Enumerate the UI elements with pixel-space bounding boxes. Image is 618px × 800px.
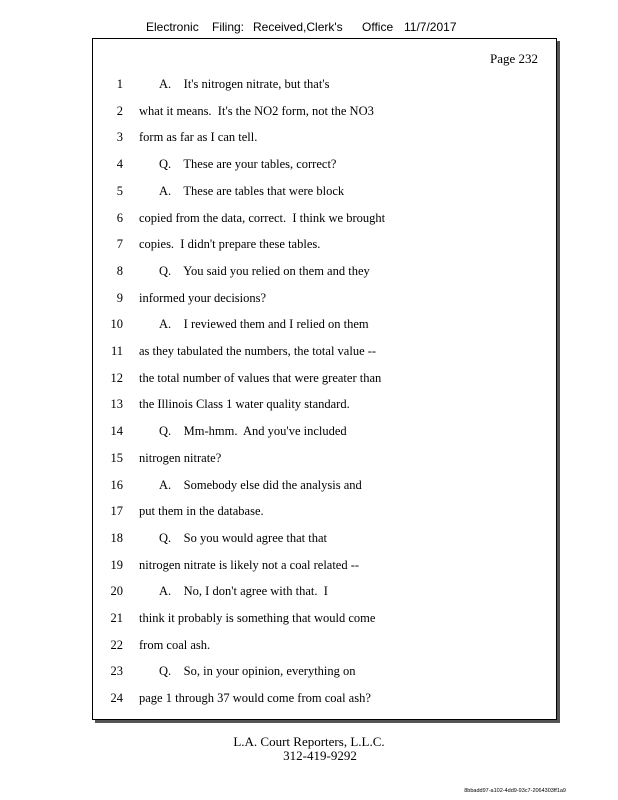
line-text: what it means. It's the NO2 form, not the NO3 [139, 103, 374, 118]
filing-stamp-word-received: Received,Clerk's [253, 20, 343, 34]
line-number: 16 [110, 477, 123, 492]
line-text: the Illinois Class 1 water quality standard. [139, 397, 350, 412]
transcript-line [93, 424, 556, 444]
transcript-line [93, 504, 556, 524]
line-number: 13 [110, 397, 123, 412]
line-text: copied from the data, correct. I think we brought [139, 210, 386, 225]
line-number: 11 [110, 344, 123, 358]
transcript-line [93, 638, 556, 658]
line-number: 18 [110, 530, 123, 545]
line-text: nitrogen nitrate is likely not a coal related -- [139, 557, 360, 572]
line-text: A. No, I don't agree with that. I [159, 584, 328, 599]
transcript-line [93, 531, 556, 551]
transcript-line [93, 397, 556, 417]
line-number: 14 [110, 424, 123, 439]
filing-stamp-word-filing: Filing: [212, 20, 245, 34]
transcript-line [93, 77, 556, 97]
line-text: copies. I didn't prepare these tables. [139, 237, 321, 252]
line-number: 4 [116, 157, 123, 172]
court-reporter-name: L.A. Court Reporters, L.L.C. [233, 734, 385, 749]
transcript-page [92, 38, 557, 720]
line-number: 2 [116, 103, 123, 118]
line-number: 19 [110, 557, 123, 572]
line-text: as they tabulated the numbers, the total value -- [139, 344, 377, 358]
line-number: 7 [116, 237, 123, 252]
document-hash: 8bbadd97-a102-4dd9-93c7-2064303ff1a9 [464, 788, 566, 794]
transcript-line [93, 237, 556, 257]
transcript-line [93, 130, 556, 150]
line-text: A. I reviewed them and I relied on them [159, 317, 369, 332]
line-text: informed your decisions? [139, 290, 267, 305]
line-text: from coal ash. [139, 637, 211, 652]
filing-stamp-date: 11/7/2017 [404, 20, 457, 34]
line-number: 8 [116, 263, 123, 278]
line-text: Q. You said you relied on them and they [159, 263, 370, 278]
filing-stamp-word-office: Office [362, 20, 394, 34]
line-number: 15 [110, 450, 123, 465]
transcript-line [93, 478, 556, 498]
transcript-line [93, 664, 556, 684]
line-text: Q. So, in your opinion, everything on [159, 664, 356, 679]
page-number: Page 232 [489, 51, 538, 66]
line-text: put them in the database. [139, 504, 264, 519]
line-text: think it probably is something that would come [139, 611, 376, 625]
line-number: 17 [110, 504, 123, 519]
transcript-line [93, 157, 556, 177]
transcript-line [93, 264, 556, 284]
line-text: A. Somebody else did the analysis and [159, 477, 362, 492]
transcript-line [93, 611, 556, 631]
transcript-line [93, 451, 556, 471]
line-number: 12 [110, 370, 123, 385]
transcript-line [93, 558, 556, 578]
line-text: A. It's nitrogen nitrate, but that's [159, 77, 330, 91]
transcript-line [93, 104, 556, 124]
line-text: A. These are tables that were block [159, 183, 345, 198]
line-number: 22 [110, 637, 123, 652]
transcript-line [93, 317, 556, 337]
line-number: 6 [116, 210, 123, 225]
line-text: Q. These are your tables, correct? [159, 157, 337, 172]
line-number: 1 [116, 77, 123, 91]
line-number: 24 [110, 691, 123, 706]
line-text: the total number of values that were greater than [139, 370, 382, 385]
transcript-line [93, 344, 556, 364]
line-number: 20 [110, 584, 123, 599]
line-number: 5 [116, 183, 123, 198]
line-text: nitrogen nitrate? [139, 450, 222, 465]
court-reporter-phone: 312-419-9292 [283, 748, 357, 763]
line-number: 9 [116, 290, 123, 305]
transcript-line [93, 371, 556, 391]
transcript-line [93, 691, 556, 711]
transcript-line [93, 584, 556, 604]
transcript-line [93, 291, 556, 311]
line-text: Q. Mm-hmm. And you've included [159, 424, 347, 439]
filing-stamp-word-electronic: Electronic [146, 20, 199, 34]
line-number: 3 [116, 130, 123, 145]
line-text: form as far as I can tell. [139, 130, 258, 145]
line-number: 21 [110, 611, 123, 625]
line-number: 23 [110, 664, 123, 679]
transcript-line [93, 211, 556, 231]
line-text: Q. So you would agree that that [159, 530, 328, 545]
line-text: page 1 through 37 would come from coal ash? [139, 691, 371, 706]
transcript-line [93, 184, 556, 204]
line-number: 10 [110, 317, 123, 332]
